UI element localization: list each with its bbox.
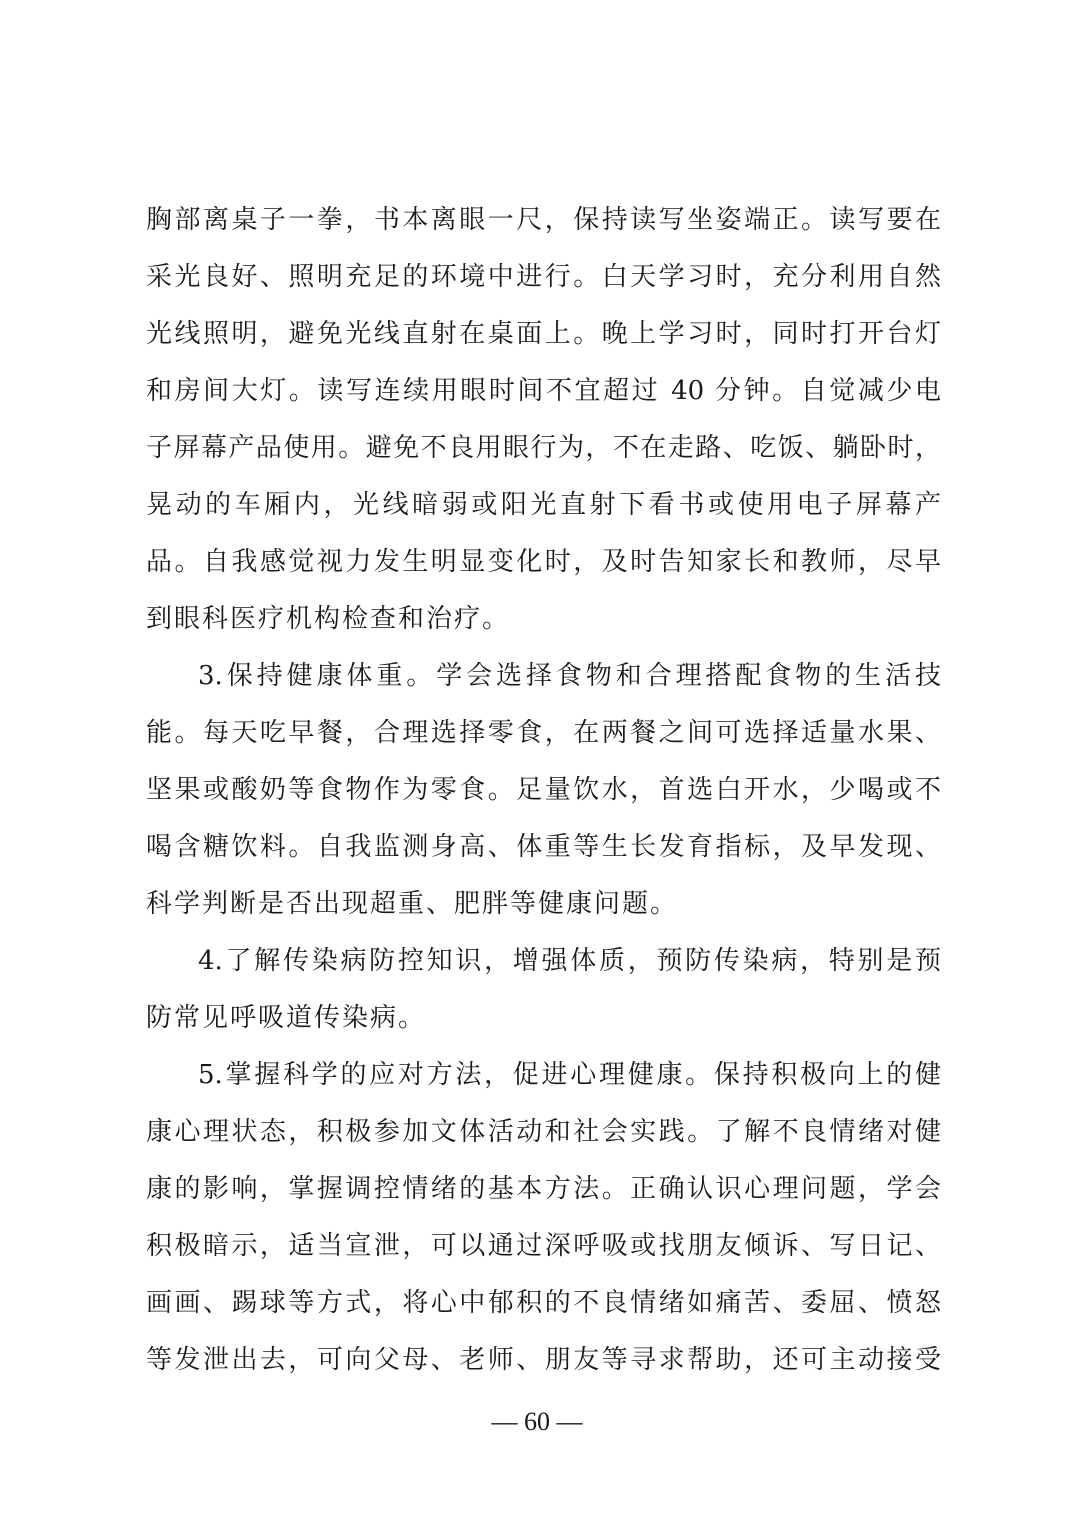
- text-line: 画画、踢球等方式，将心中郁积的不良情绪如痛苦、委屈、愤怒: [146, 1288, 941, 1318]
- text-line: 能。每天吃早餐，合理选择零食，在两餐之间可选择适量水果、: [146, 718, 941, 748]
- text-line: 到眼科医疗机构检查和治疗。: [146, 604, 511, 634]
- text-line: 子屏幕产品使用。避免不良用眼行为，不在走路、吃饭、躺卧时，: [146, 433, 941, 463]
- text-line: 胸部离桌子一拳，书本离眼一尺，保持读写坐姿端正。读写要在: [146, 205, 941, 235]
- paragraph-4-first-line: 4.了解传染病防控知识，增强体质，预防传染病，特别是预: [198, 946, 941, 976]
- text-line: 科学判断是否出现超重、肥胖等健康问题。: [146, 889, 679, 919]
- paragraph-5-first-line: 5.掌握科学的应对方法，促进心理健康。保持积极向上的健: [198, 1060, 941, 1090]
- text-line: 康心理状态，积极参加文体活动和社会实践。了解不良情绪对健: [146, 1117, 941, 1147]
- paragraph-3-first-line: 3.保持健康体重。学会选择食物和合理搭配食物的生活技: [198, 661, 941, 691]
- text-line: 康的影响，掌握调控情绪的基本方法。正确认识心理问题，学会: [146, 1174, 941, 1204]
- text-line: 坚果或酸奶等食物作为零食。足量饮水，首选白开水，少喝或不: [146, 775, 941, 805]
- text-line: 采光良好、照明充足的环境中进行。白天学习时，充分利用自然: [146, 262, 941, 292]
- page-number: — 60 —: [491, 1407, 583, 1436]
- text-line: 喝含糖饮料。自我监测身高、体重等生长发育指标，及早发现、: [146, 832, 941, 862]
- text-line: 防常见呼吸道传染病。: [146, 1003, 427, 1033]
- text-line: 品。自我感觉视力发生明显变化时，及时告知家长和教师，尽早: [146, 547, 941, 577]
- text-line: 积极暗示，适当宣泄，可以通过深呼吸或找朋友倾诉、写日记、: [146, 1231, 941, 1261]
- text-line: 等发泄出去，可向父母、老师、朋友等寻求帮助，还可主动接受: [146, 1345, 941, 1375]
- text-line: 晃动的车厢内，光线暗弱或阳光直射下看书或使用电子屏幕产: [146, 490, 941, 520]
- text-line: 光线照明，避免光线直射在桌面上。晚上学习时，同时打开台灯: [146, 319, 941, 349]
- text-line: 和房间大灯。读写连续用眼时间不宜超过 40 分钟。自觉减少电: [146, 376, 941, 406]
